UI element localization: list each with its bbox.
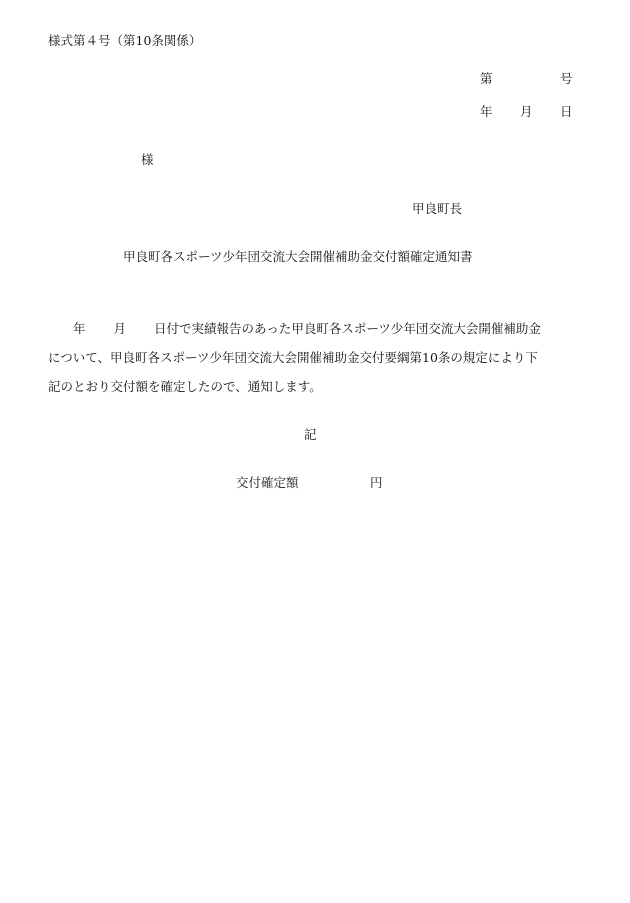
body-line-3: 記のとおり交付額を確定したので、通知します。 [48, 379, 322, 394]
doc-number-suffix: 号 [560, 71, 573, 86]
addressee-suffix: 様 [141, 152, 154, 167]
doc-number-prefix: 第 [480, 71, 493, 86]
body-line-1 [48, 314, 576, 343]
form-label: 様式第４号（第10条関係） [48, 33, 202, 48]
body-year: 年 [73, 321, 86, 336]
document-title: 甲良町各スポーツ少年団交流大会開催補助金交付額確定通知書 [123, 249, 473, 264]
date-year: 年 [480, 104, 493, 119]
sender-name: 甲良町長 [412, 201, 463, 216]
date-day: 日 [560, 104, 573, 119]
body-month: 月 [113, 321, 127, 336]
body-line-1-text: 日付で実績報告のあった甲良町各スポーツ少年団交流大会開催補助金 [154, 321, 541, 336]
body-paragraph [48, 314, 576, 401]
date-month: 月 [520, 104, 533, 119]
body-line-2: について、甲良町各スポーツ少年団交流大会開催補助金交付要綱第10条の規定により下 [48, 350, 538, 365]
record-marker: 記 [304, 427, 317, 442]
amount-unit: 円 [370, 475, 383, 490]
amount-label: 交付確定額 [236, 475, 299, 490]
